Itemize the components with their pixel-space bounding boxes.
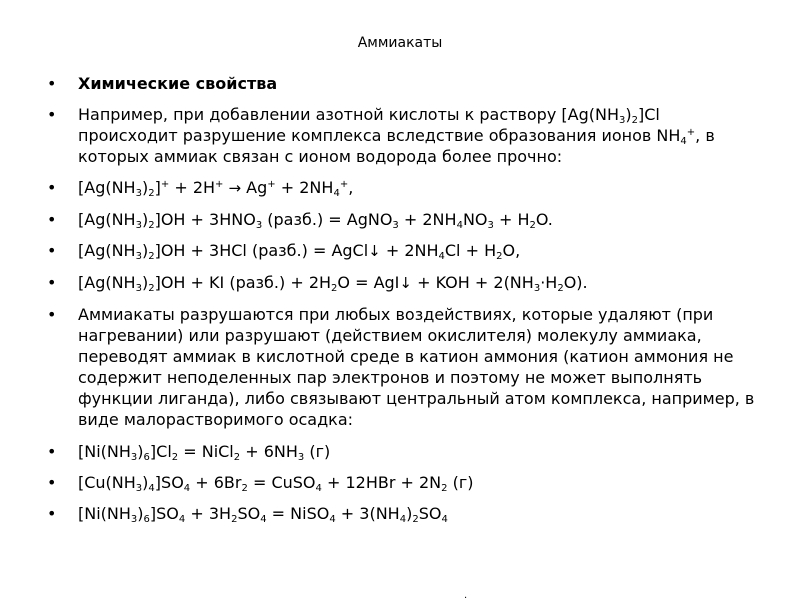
equation-5: • $[Ni(NH_3)_6]Cl_2$ = NiCl$_2$ + $6NH_3$ (г)	[47, 441, 757, 462]
down-arrow-icon: ↓	[399, 274, 412, 292]
equation-6: • $[Cu(NH_3)_4]SO_4 + 6Br_2$ = CuSO$_4$ + $12HBr + 2N_2$ (г)	[47, 472, 757, 493]
section-heading: Химические свойства	[78, 74, 278, 93]
heading-item	[47, 73, 757, 94]
slide-title: Аммиакаты	[357, 35, 443, 51]
equation-1: • $[Ag(NH_3)_2]^+ + 2H^+ \to Ag^+ + 2NH_4^+$,	[47, 177, 757, 199]
equation-2: • $[Ag(NH_3)_2]OH + 3HNO_3$ (разб.) = AgNO$_3$ + $2NH_4NO_3 + H_2O$.	[47, 209, 757, 230]
cut-off-mark: ·	[464, 593, 468, 604]
equation-7: • $[Ni(NH_3)_6]SO_4 + 3H_2SO_4$ = NiSO$_4$ + $3(NH_4)_2SO_4$	[47, 503, 757, 524]
paragraph-2: • Аммиакаты разрушаются при любых воздействиях, которые удаляют (при нагревании) или разрушают (действием окислителя) молекулу аммиака, переводят аммиак в кислотной среде в катион аммония (катион аммония не содержит неподеленных пар электронов и поэтому не может выполнять функции лиганда), либо связывают центральный атом комплекса, например, в виде малорастворимого осадка:	[47, 304, 757, 430]
equation-4: • $[Ag(NH_3)_2]OH$ + KI (разб.) + $2H_2O$ = AgI↓ + KOH + $2(NH_3\cdot H_2O)$.	[47, 272, 757, 294]
equation-3: • $[Ag(NH_3)_2]OH + 3HCl$ (разб.) = AgCl↓ + $2NH_4Cl + H_2O$,	[47, 240, 757, 262]
right-arrow-icon: →	[228, 179, 242, 197]
intro-paragraph: • Например, при добавлении азотной кислоты к раствору $[Ag(NH_3)_2]Cl$ происходит разрушение комплекса вследствие образования ионов $NH_4^+$, в которых аммиак связан с ионом водорода более прочно:	[47, 104, 757, 167]
bullet-list	[47, 73, 757, 534]
down-arrow-icon: ↓	[368, 242, 381, 260]
